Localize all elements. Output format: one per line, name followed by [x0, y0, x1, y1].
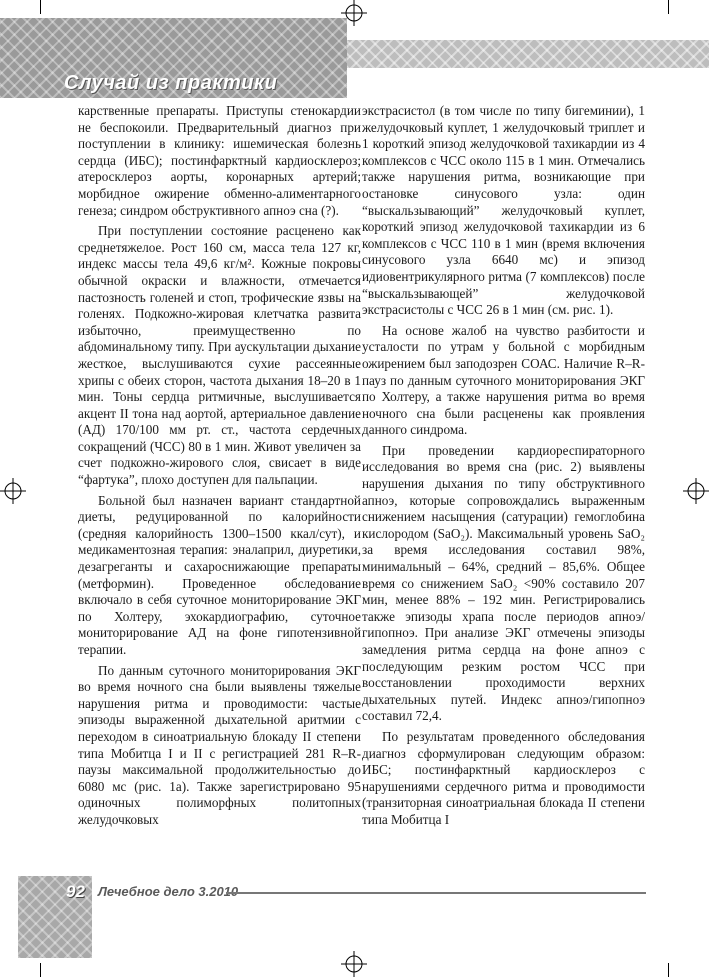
- registration-mark-right: [683, 478, 709, 504]
- paragraph: По данным суточного мониторирования ЭКГ во время ночного сна были выявлены тяжелые нарушения ритма и проводимости: частые эпизоды выраженной дыхательной аритмии с переходом в синоатриальную блокаду II степени типа Мобитца I и II с регистрацией 281 R–R-паузы максимальной продолжительностью до 6080 мс (рис. 1а). Также зарегистрировано 95 одиночных полиморфных политопных желудочковых: [78, 662, 361, 827]
- paragraph: По результатам проведенного обследования диагноз сформулирован следующим образом: ИБС; постинфарктный кардиосклероз с нарушениями сердечного ритма и проводимости (транзиторная синоатриальная блокада II степени типа Мобитца I: [362, 728, 645, 827]
- crop-mark: [40, 0, 41, 14]
- section-title: Случай из практики: [64, 72, 278, 94]
- text-column-left: [78, 103, 361, 873]
- page-number: 92: [66, 882, 85, 901]
- registration-mark-left: [0, 478, 26, 504]
- registration-mark-top: [341, 0, 367, 26]
- crop-mark: [668, 0, 669, 14]
- paragraph: На основе жалоб на чувство разбитости и усталости по утрам у больной с морбидным ожирением был заподозрен СОАС. Наличие R–R-пауз по данным суточного мониторирования ЭКГ по Холтеру, а также нарушения ритма во время ночного сна были расценены как проявления данного синдрома.: [362, 322, 645, 438]
- header-ornament-strip: [347, 40, 709, 68]
- journal-name: Лечебное дело 3.2010: [98, 884, 239, 899]
- crop-mark: [668, 963, 669, 977]
- text-column-right: [362, 103, 645, 873]
- footer-rule: [226, 892, 646, 894]
- paragraph: При проведении кардиореспираторного исследования во время сна (рис. 2) выявлены нарушения дыхания по типу обструктивного апноэ, которые сопровождались выраженным снижением насыщения (сатурации) гемоглобина кислородом (SaO₂). Максимальный уровень SaO₂ за время исследования составил 98%, минимальный – 64%, средний – 85,6%. Общее время со снижением SaO₂ <90% составило 207 мин, менее 88% – 192 мин. Регистрировались также эпизоды храпа после периодов апноэ/гипопноэ. При анализе ЭКГ отмечены эпизоды замедления ритма сердца на фоне апноэ с последующим резким ростом ЧСС при восстановлении проходимости верхних дыхательных путей. Индекс апноэ/гипопноэ составил 72,4.: [362, 442, 645, 724]
- paragraph: экстрасистол (в том числе по типу бигеминии), 1 желудочковый куплет, 1 желудочковый триплет и 1 короткий эпизод желудочковой тахикардии из 4 комплексов с ЧСС около 115 в 1 мин. Отмечались также нарушения ритма, возникающие при остановке синусового узла: один “выскальзывающий” желудочковый куплет, короткий эпизод желудочковой тахикардии из 6 комплексов с ЧСС 110 в 1 мин (время включения синусового узла 6640 мс) и эпизод идиовентрикулярного ритма (7 комплексов) после “выскальзывающей” желудочковой экстрасистолы с ЧСС 26 в 1 мин (см. рис. 1).: [362, 103, 645, 318]
- paragraph: карственные препараты. Приступы стенокардии не беспокоили. Предварительный диагноз при поступлении в клинику: ишемическая болезнь сердца (ИБС); постинфарктный кардиосклероз; атеросклероз аорты, коронарных артерий; морбидное ожирение обменно-алиментарного генеза; синдром обструктивного апноэ сна (?).: [78, 103, 361, 218]
- paragraph: При поступлении состояние расценено как среднетяжелое. Рост 160 см, масса тела 127 кг, индекс массы тела 49,6 кг/м². Кожные покровы обычной окраски и влажности, отмечается пастозность голеней и стоп, трофические язвы на голенях. Подкожно-жировая клетчатка развита избыточно, преимущественно по абдоминальному типу. При аускультации дыхание жесткое, выслушиваются сухие рассеянные хрипы с обеих сторон, частота дыхания 18–20 в 1 мин. Тоны сердца ритмичные, выслушивается акцент II тона над аортой, артериальное давление (АД) 170/100 мм рт. ст., частота сердечных сокращений (ЧСС) 80 в 1 мин. Живот увеличен за счет подкожно-жирового слоя, свисает в виде “фартука”, плохо доступен для пальпации.: [78, 223, 361, 488]
- crop-mark: [40, 963, 41, 977]
- registration-mark-bottom: [341, 951, 367, 977]
- paragraph: Больной был назначен вариант стандартной диеты, редуцированной по калорийности (средняя калорийность 1300–1500 ккал/сут), и медикаментозная терапия: эналаприл, диуретики, дезагреганты и сахароснижающие препараты (метформин). Проведенное обследование включало в себя суточное мониторирование ЭКГ по Холтеру, эхокардиографию, суточное мониторирование АД на фоне гипотензивной терапии.: [78, 492, 361, 657]
